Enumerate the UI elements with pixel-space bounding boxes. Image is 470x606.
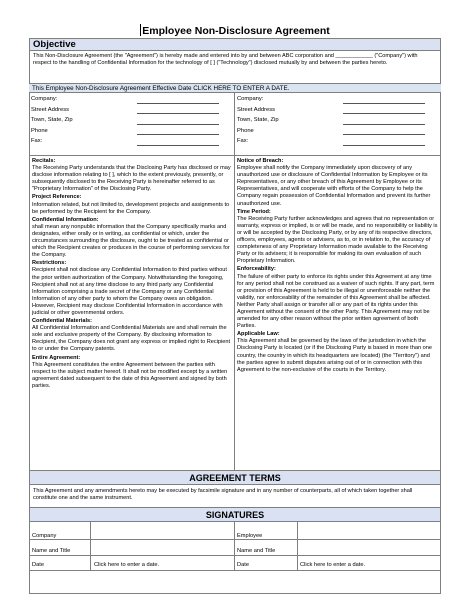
fill-line[interactable] [137,124,219,125]
signatures-heading: SIGNATURES [29,507,441,522]
fill-line[interactable] [343,145,425,146]
signature-name-title-label: Name and Title [237,548,276,554]
column-divider [234,93,235,470]
clause-text: Information related, but not limited to, development projects and assignments to be performed by the Recipient for the Company. [32,201,230,215]
town-field-row[interactable] [31,116,231,127]
field-label: Street Address [237,106,276,113]
clause-text: The Receiving Party further acknowledges and agrees that no representation or warranty, express or implied, is or will be made, and no responsibility or liability is or will be accepted by the Disclosing Party, or by any of its respective directors, officers, employees, agents or advisers, as to, or in relation to, the accuracy of completeness of any Proprietary Information made available to the Receiving Party or its advisers; it is responsible for making its own evaluation of such Proprietary Information. [237,215,438,265]
fill-line[interactable] [137,113,219,114]
fill-line[interactable] [343,113,425,114]
field-label: Street Address [31,106,70,113]
phone-field-row[interactable] [31,127,231,138]
company-field-row[interactable] [31,95,231,106]
field-label: Company: [31,96,58,102]
phone-field-row[interactable] [237,127,437,138]
fill-line[interactable] [343,124,425,125]
left-clauses [32,158,232,390]
clause-text: The failure of either party to enforce its rights under this Agreement at any time for any period shall not be construed as a waiver of such rights. If any part, term or provision of this Agreement is held to be illegal or unenforceable neither the validity, nor enforceability of the remainder of this Agreement shall be affected. Neither Party shall assign or transfer all or any part of its rights under this Agreement without the consent of the other Party. This Agreement may not be amended for any other reason without the prior written agreement of both Parties. [237,273,435,330]
clause-heading: Restrictions: [32,260,67,267]
effective-date-field[interactable]: This Employee Non-Disclosure Agreement Effective Date CLICK HERE TO ENTER A DATE. [29,83,441,93]
divider [90,522,91,570]
document-title-text: Employee Non-Disclosure Agreement [142,25,330,37]
agreement-terms-text: This Agreement and any amendments hereto may be executed by facsimile signature and in any number of counterparts, all of which taken together shall constitute one and the same instrument. [33,488,413,502]
field-label: Town, State, Zip [31,117,73,123]
clause-text: Recipient shall not disclose any Confidential Information to third parties without the prior written authorization of the Company. Notwithstanding the foregoing, Recipient shall not at any time disclose to any third party any Confidential Information comprising a trade secret of the Company or any Confidential Information of any other party to whom the Company owes an obligation. However, Recipient may disclose Confidential Information in accordance with judicial or other governmental orders. [32,267,227,316]
divider [29,155,441,156]
clause-heading: Enforceability: [237,266,276,273]
fill-line[interactable] [137,145,219,146]
clause-text: shall mean any nonpublic information that the Company specifically marks and designates, either orally or in writing, as confidential or which, under the circumstances surrounding the disclosure, ought to be treated as confidential or which the Recipient creates or produces in the course of performing services for the Company. [32,223,230,259]
employee-date-field[interactable]: Click here to enter a date. [300,562,366,568]
signature-employee-label: Employee [237,533,263,539]
signature-name-title-label: Name and Title [32,548,71,554]
divider [234,522,235,570]
clause-heading: Entire Agreement: [32,354,81,361]
field-label: Fax: [237,138,249,144]
right-clauses [237,158,438,374]
clause-text: This Agreement constitutes the entire Agreement between the parties with respect to the subject matter hereof. It shall not be modified except by a written agreement dated subsequent to the date of this Agreement and signed by both parties. [32,361,228,389]
clause-heading: Project Reference: [32,194,82,201]
street-field-row[interactable] [237,106,437,117]
clause-heading: Recitals: [32,158,56,164]
objective-text[interactable]: This Non-Disclosure Agreement (the "Agreement") is hereby made and entered into by and between ABC corporation and ____________ ("Company") with respect to the handling of Confidential Information for the technology of [ ] ("Technology") disclosed mutually by and between the parties hereto. [33,53,418,67]
town-field-row[interactable] [237,116,437,127]
objective-heading: Objective [29,38,441,51]
signature-date-label: Date [237,562,250,568]
clause-text: The Receiving Party understands that the Disclosing Party has disclosed or may disclose information relating to [ ], which to the extent previously, presently, or subsequently disclosed to the Receiving Party is hereinafter referred to as "Proprietary Information" of the Disclosing Party. [32,165,231,193]
fax-field-row[interactable] [237,137,437,148]
clause-heading: Time Period: [237,208,271,215]
fill-line[interactable] [137,103,219,104]
street-field-row[interactable] [31,106,231,117]
divider [29,570,441,571]
signature-date-label: Date [32,562,45,568]
field-label: Phone [237,127,254,134]
divider [297,522,298,570]
field-label: Phone [31,127,48,134]
clause-heading: Confidential Information: [32,216,99,223]
field-label: Company: [237,96,264,102]
fill-line[interactable] [343,103,425,104]
clause-heading: Applicable Law: [237,331,280,338]
clause-text: This Agreement shall be governed by the laws of the jurisdiction in which the Disclosing Party is located (or if the Disclosing Party is based in more than one country, the country in which its headquarters are located) (the "Territory") and the parties agree to submit disputes arising out of or in connection with this Agreement to the non-exclusive of the courts in the Territory. [237,338,432,373]
clause-text: All Confidential Information and Confidential Materials are and shall remain the sole and exclusive property of the Company. By disclosing information to Recipient, the Company does not grant any express or implied right to Recipient to or under the Company patents. [32,325,231,353]
clause-text: Employee shall notify the Company immediately upon discovery of any unauthorized use or disclosure of Confidential Information by Employee or its Representatives, or any other breach of this Agreement by Employee or its Representatives, and will cooperate with efforts of the Company to help the Company regain possession of Confidential Information and prevent its further unauthorized use. [237,165,431,207]
company-field-row[interactable] [237,95,437,106]
clause-heading: Notice of Breach: [237,158,284,164]
field-label: Town, State, Zip [237,117,279,123]
company-date-field[interactable]: Click here to enter a date. [94,562,160,568]
field-label: Fax: [31,138,43,144]
clause-heading: Confidential Materials: [32,318,92,325]
signature-company-label: Company [32,533,57,539]
fill-line[interactable] [137,134,219,135]
fax-field-row[interactable] [31,137,231,148]
agreement-terms-heading: AGREEMENT TERMS [29,470,441,485]
document-title[interactable] [0,24,470,37]
fill-line[interactable] [343,134,425,135]
company-fields [31,95,231,148]
recipient-fields [237,95,437,148]
